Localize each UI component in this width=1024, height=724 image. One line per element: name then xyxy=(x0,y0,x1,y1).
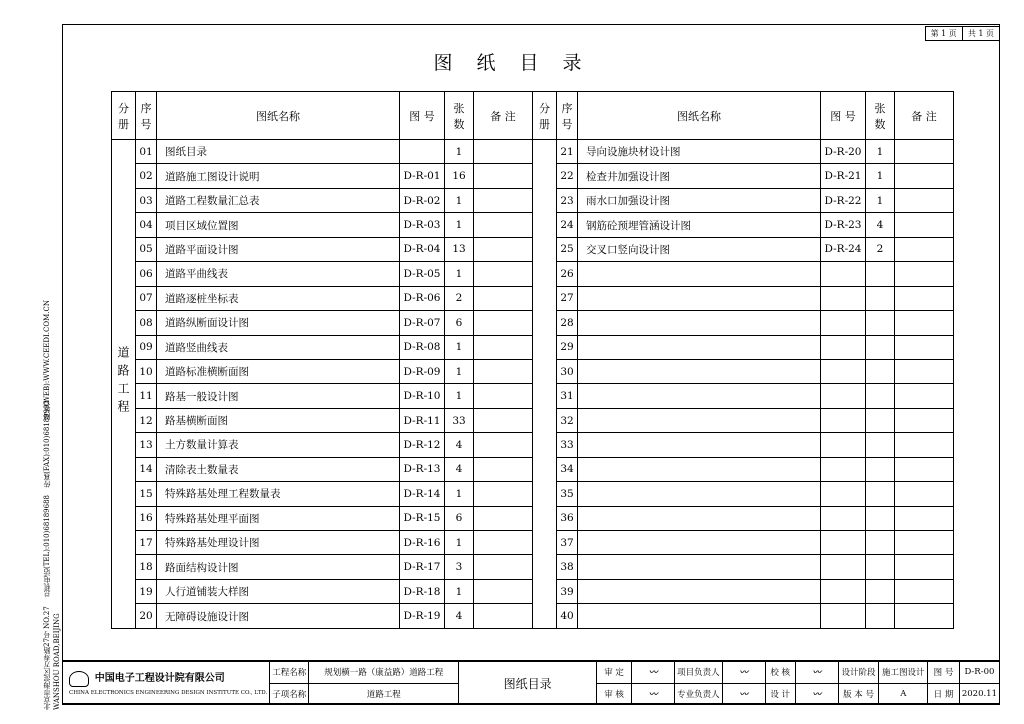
row-seq: 31 xyxy=(557,384,578,408)
row-seq: 17 xyxy=(136,531,157,555)
row-sheets xyxy=(866,335,895,359)
row-remark xyxy=(474,555,533,579)
row-remark xyxy=(895,188,954,212)
row-remark xyxy=(474,384,533,408)
row-code xyxy=(821,506,866,530)
row-code: D-R-01 xyxy=(400,164,445,188)
row-name xyxy=(578,262,821,286)
row-code xyxy=(821,408,866,432)
row-sheets: 1 xyxy=(445,335,474,359)
row-name: 路基横断面图 xyxy=(157,408,400,432)
row-seq: 26 xyxy=(557,262,578,286)
date-label: 日 期 xyxy=(928,683,960,705)
row-remark xyxy=(474,237,533,261)
row-sheets: 2 xyxy=(866,237,895,261)
row-sheets: 1 xyxy=(866,164,895,188)
row-code: D-R-02 xyxy=(400,188,445,212)
discipline-lead-signature: 〰 xyxy=(722,683,765,705)
row-sheets: 1 xyxy=(445,482,474,506)
row-code: D-R-16 xyxy=(400,531,445,555)
row-sheets xyxy=(866,384,895,408)
row-name: 特殊路基处理工程数量表 xyxy=(157,482,400,506)
row-seq: 28 xyxy=(557,311,578,335)
row-name: 交叉口竖向设计图 xyxy=(578,237,821,261)
row-name: 道路平面设计图 xyxy=(157,237,400,261)
page-title: 图 纸 目 录 xyxy=(433,52,591,74)
row-name xyxy=(578,579,821,603)
design-signature: 〰 xyxy=(795,683,838,705)
header-name: 图纸名称 xyxy=(157,92,400,140)
row-seq: 02 xyxy=(136,164,157,188)
discipline-lead-label: 专业负责人 xyxy=(675,683,723,705)
row-sheets: 33 xyxy=(445,408,474,432)
row-code: D-R-07 xyxy=(400,311,445,335)
row-sheets xyxy=(866,359,895,383)
header-category: 分 册 xyxy=(112,92,136,140)
row-seq: 13 xyxy=(136,433,157,457)
row-name: 特殊路基处理设计图 xyxy=(157,531,400,555)
row-code xyxy=(821,555,866,579)
company-name-cn: 中国电子工程设计院有限公司 xyxy=(94,673,225,685)
row-sheets: 1 xyxy=(445,188,474,212)
row-seq: 03 xyxy=(136,188,157,212)
row-seq: 06 xyxy=(136,262,157,286)
row-name: 路基一般设计图 xyxy=(157,384,400,408)
row-name xyxy=(578,531,821,555)
row-seq: 14 xyxy=(136,457,157,481)
row-sheets xyxy=(866,311,895,335)
row-remark xyxy=(474,335,533,359)
row-code xyxy=(821,359,866,383)
row-name: 特殊路基处理平面图 xyxy=(157,506,400,530)
row-sheets xyxy=(866,579,895,603)
row-code: D-R-23 xyxy=(821,213,866,237)
row-name: 道路平曲线表 xyxy=(157,262,400,286)
row-seq: 19 xyxy=(136,579,157,603)
row-remark xyxy=(474,433,533,457)
header-seq: 序 号 xyxy=(136,92,157,140)
row-remark xyxy=(895,506,954,530)
row-remark xyxy=(895,262,954,286)
row-remark xyxy=(474,188,533,212)
page-number-box xyxy=(926,26,1000,41)
subproject-name: 道路工程 xyxy=(309,683,459,705)
row-sheets: 16 xyxy=(445,164,474,188)
row-remark xyxy=(474,262,533,286)
row-code: D-R-03 xyxy=(400,213,445,237)
row-sheets: 2 xyxy=(445,286,474,310)
row-sheets: 1 xyxy=(866,140,895,164)
row-sheets xyxy=(866,604,895,628)
company-name-en: CHINA ELECTRONICS ENGINEERING DESIGN INSTITUTE CO., LTD. xyxy=(69,689,268,696)
phase-label: 设计阶段 xyxy=(838,662,879,684)
row-seq: 27 xyxy=(557,286,578,310)
row-remark xyxy=(474,531,533,555)
row-remark xyxy=(474,213,533,237)
row-name xyxy=(578,555,821,579)
row-remark xyxy=(895,555,954,579)
row-name: 检查井加强设计图 xyxy=(578,164,821,188)
row-remark xyxy=(895,335,954,359)
sidebar-fax: 传真(FAX):010)68189992 xyxy=(43,400,51,488)
row-seq: 04 xyxy=(136,213,157,237)
row-sheets: 1 xyxy=(445,140,474,164)
row-sheets: 4 xyxy=(445,604,474,628)
row-seq: 08 xyxy=(136,311,157,335)
row-code: D-R-17 xyxy=(400,555,445,579)
header-remark: 备 注 xyxy=(474,92,533,140)
row-name xyxy=(578,408,821,432)
sidebar-url: 网址(WEB):WWW.CEEDI.COM.CN xyxy=(43,300,51,421)
row-code: D-R-10 xyxy=(400,384,445,408)
row-name xyxy=(578,482,821,506)
project-name: 规划横一路（康益路）道路工程 xyxy=(309,662,459,684)
row-sheets xyxy=(866,506,895,530)
row-code xyxy=(821,531,866,555)
row-name xyxy=(578,433,821,457)
row-name: 道路工程数量汇总表 xyxy=(157,188,400,212)
drawing-no-label: 图 号 xyxy=(928,662,960,684)
row-code: D-R-04 xyxy=(400,237,445,261)
row-seq: 15 xyxy=(136,482,157,506)
row-sheets: 1 xyxy=(445,384,474,408)
row-name xyxy=(578,311,821,335)
row-name xyxy=(578,359,821,383)
row-seq: 39 xyxy=(557,579,578,603)
row-sheets xyxy=(866,482,895,506)
date-value: 2020.11 xyxy=(959,683,999,705)
row-remark xyxy=(895,384,954,408)
row-code: D-R-24 xyxy=(821,237,866,261)
row-seq: 21 xyxy=(557,140,578,164)
row-code xyxy=(821,311,866,335)
row-code: D-R-15 xyxy=(400,506,445,530)
row-remark xyxy=(895,164,954,188)
row-code xyxy=(821,384,866,408)
row-remark xyxy=(474,482,533,506)
company-contact-sidebar xyxy=(40,300,66,710)
header-remark: 备 注 xyxy=(895,92,954,140)
row-remark xyxy=(474,359,533,383)
row-code: D-R-09 xyxy=(400,359,445,383)
project-lead-label: 项目负责人 xyxy=(675,662,723,684)
row-code: D-R-21 xyxy=(821,164,866,188)
row-sheets xyxy=(866,457,895,481)
row-sheets: 1 xyxy=(866,188,895,212)
total-pages: 共 1 页 xyxy=(962,26,1000,41)
row-remark xyxy=(474,457,533,481)
row-sheets: 3 xyxy=(445,555,474,579)
header-sheets: 张 数 xyxy=(866,92,895,140)
row-sheets: 1 xyxy=(445,213,474,237)
row-remark xyxy=(895,140,954,164)
row-code xyxy=(821,482,866,506)
row-remark xyxy=(474,579,533,603)
version-label: 版 本 号 xyxy=(838,683,879,705)
header-code: 图 号 xyxy=(400,92,445,140)
row-seq: 40 xyxy=(557,604,578,628)
row-seq: 29 xyxy=(557,335,578,359)
review-label: 审 核 xyxy=(597,683,632,705)
row-code xyxy=(821,433,866,457)
row-code xyxy=(821,335,866,359)
row-remark xyxy=(474,286,533,310)
row-sheets: 6 xyxy=(445,311,474,335)
row-sheets: 1 xyxy=(445,262,474,286)
row-seq: 35 xyxy=(557,482,578,506)
title-block xyxy=(62,660,1000,705)
row-code: D-R-13 xyxy=(400,457,445,481)
row-remark xyxy=(895,457,954,481)
drawing-title: 图纸目录 xyxy=(459,662,597,705)
row-remark xyxy=(474,311,533,335)
row-seq: 09 xyxy=(136,335,157,359)
review-signature: 〰 xyxy=(632,683,675,705)
row-name xyxy=(578,506,821,530)
row-seq: 24 xyxy=(557,213,578,237)
row-sheets xyxy=(866,433,895,457)
row-remark xyxy=(895,237,954,261)
row-code: D-R-05 xyxy=(400,262,445,286)
row-name: 项目区域位置图 xyxy=(157,213,400,237)
header-sheets: 张 数 xyxy=(445,92,474,140)
header-category: 分 册 xyxy=(533,92,557,140)
row-code xyxy=(821,262,866,286)
row-code xyxy=(821,457,866,481)
row-sheets: 1 xyxy=(445,579,474,603)
row-sheets: 1 xyxy=(445,359,474,383)
row-seq: 18 xyxy=(136,555,157,579)
row-name: 道路施工图设计说明 xyxy=(157,164,400,188)
row-seq: 01 xyxy=(136,140,157,164)
row-sheets: 4 xyxy=(866,213,895,237)
row-code: D-R-12 xyxy=(400,433,445,457)
row-name xyxy=(578,384,821,408)
row-name: 道路逐桩坐标表 xyxy=(157,286,400,310)
row-seq: 20 xyxy=(136,604,157,628)
row-seq: 32 xyxy=(557,408,578,432)
row-name xyxy=(578,286,821,310)
row-sheets xyxy=(866,286,895,310)
row-name xyxy=(578,335,821,359)
header-seq: 序 号 xyxy=(557,92,578,140)
row-seq: 22 xyxy=(557,164,578,188)
sidebar-address: 北京市海淀区万寿路27号 NO.27 WANSHOU ROAD,BEIJING xyxy=(43,606,61,710)
row-seq: 34 xyxy=(557,457,578,481)
row-sheets: 4 xyxy=(445,433,474,457)
row-sheets: 6 xyxy=(445,506,474,530)
table-row xyxy=(112,140,954,164)
row-remark xyxy=(474,506,533,530)
row-remark xyxy=(895,359,954,383)
row-sheets: 13 xyxy=(445,237,474,261)
row-remark xyxy=(895,433,954,457)
row-remark xyxy=(895,311,954,335)
row-name: 道路标准横断面图 xyxy=(157,359,400,383)
row-sheets xyxy=(866,408,895,432)
row-name: 导向设施块材设计图 xyxy=(578,140,821,164)
row-sheets xyxy=(866,531,895,555)
row-seq: 33 xyxy=(557,433,578,457)
subproject-label: 子项名称 xyxy=(270,683,309,705)
row-seq: 38 xyxy=(557,555,578,579)
row-name: 路面结构设计图 xyxy=(157,555,400,579)
row-name xyxy=(578,604,821,628)
row-remark xyxy=(895,408,954,432)
version-value: A xyxy=(879,683,928,705)
row-name: 钢筋砼预埋管涵设计图 xyxy=(578,213,821,237)
row-name: 人行道铺装大样图 xyxy=(157,579,400,603)
row-remark xyxy=(895,482,954,506)
approve-signature: 〰 xyxy=(632,662,675,684)
row-name: 无障碍设施设计图 xyxy=(157,604,400,628)
row-seq: 23 xyxy=(557,188,578,212)
row-sheets xyxy=(866,262,895,286)
design-label: 设 计 xyxy=(765,683,795,705)
phase-value: 施工图设计 xyxy=(879,662,928,684)
row-sheets: 4 xyxy=(445,457,474,481)
project-lead-signature: 〰 xyxy=(722,662,765,684)
row-remark xyxy=(474,604,533,628)
row-name: 雨水口加强设计图 xyxy=(578,188,821,212)
row-code: D-R-08 xyxy=(400,335,445,359)
row-name xyxy=(578,457,821,481)
row-name: 土方数量计算表 xyxy=(157,433,400,457)
check-signature: 〰 xyxy=(795,662,838,684)
row-remark xyxy=(895,531,954,555)
row-code xyxy=(821,604,866,628)
row-name: 道路竖曲线表 xyxy=(157,335,400,359)
row-remark xyxy=(474,164,533,188)
row-code: D-R-19 xyxy=(400,604,445,628)
row-remark xyxy=(895,604,954,628)
row-seq: 37 xyxy=(557,531,578,555)
row-remark xyxy=(895,579,954,603)
row-remark xyxy=(895,286,954,310)
check-label: 校 核 xyxy=(765,662,795,684)
row-code: D-R-18 xyxy=(400,579,445,603)
row-code xyxy=(821,286,866,310)
header-code: 图 号 xyxy=(821,92,866,140)
row-seq: 12 xyxy=(136,408,157,432)
row-remark xyxy=(474,408,533,432)
sidebar-tel: 总机电话(TEL):010)68189688 xyxy=(43,495,51,597)
row-code: D-R-22 xyxy=(821,188,866,212)
row-remark xyxy=(474,140,533,164)
row-code: D-R-11 xyxy=(400,408,445,432)
row-seq: 07 xyxy=(136,286,157,310)
company-logo-icon xyxy=(69,671,89,687)
row-code: D-R-06 xyxy=(400,286,445,310)
row-seq: 25 xyxy=(557,237,578,261)
approve-label: 审 定 xyxy=(597,662,632,684)
company-cell xyxy=(63,662,270,705)
row-code xyxy=(821,579,866,603)
row-seq: 30 xyxy=(557,359,578,383)
header-name: 图纸名称 xyxy=(578,92,821,140)
row-code: D-R-14 xyxy=(400,482,445,506)
row-name: 清除表土数量表 xyxy=(157,457,400,481)
row-seq: 11 xyxy=(136,384,157,408)
drawing-no-value: D-R-00 xyxy=(959,662,999,684)
row-code: D-R-20 xyxy=(821,140,866,164)
row-sheets: 1 xyxy=(445,531,474,555)
row-code xyxy=(400,140,445,164)
row-name: 图纸目录 xyxy=(157,140,400,164)
table-header-row xyxy=(112,92,954,140)
row-remark xyxy=(895,213,954,237)
row-seq: 10 xyxy=(136,359,157,383)
row-seq: 16 xyxy=(136,506,157,530)
category-cell xyxy=(112,140,136,629)
row-seq: 36 xyxy=(557,506,578,530)
project-label: 工程名称 xyxy=(270,662,309,684)
row-name: 道路纵断面设计图 xyxy=(157,311,400,335)
drawing-index-table xyxy=(111,91,954,629)
category-cell-right xyxy=(533,140,557,629)
category-label: 道路工程 xyxy=(116,346,130,419)
row-sheets xyxy=(866,555,895,579)
row-seq: 05 xyxy=(136,237,157,261)
current-page: 第 1 页 xyxy=(925,26,963,41)
